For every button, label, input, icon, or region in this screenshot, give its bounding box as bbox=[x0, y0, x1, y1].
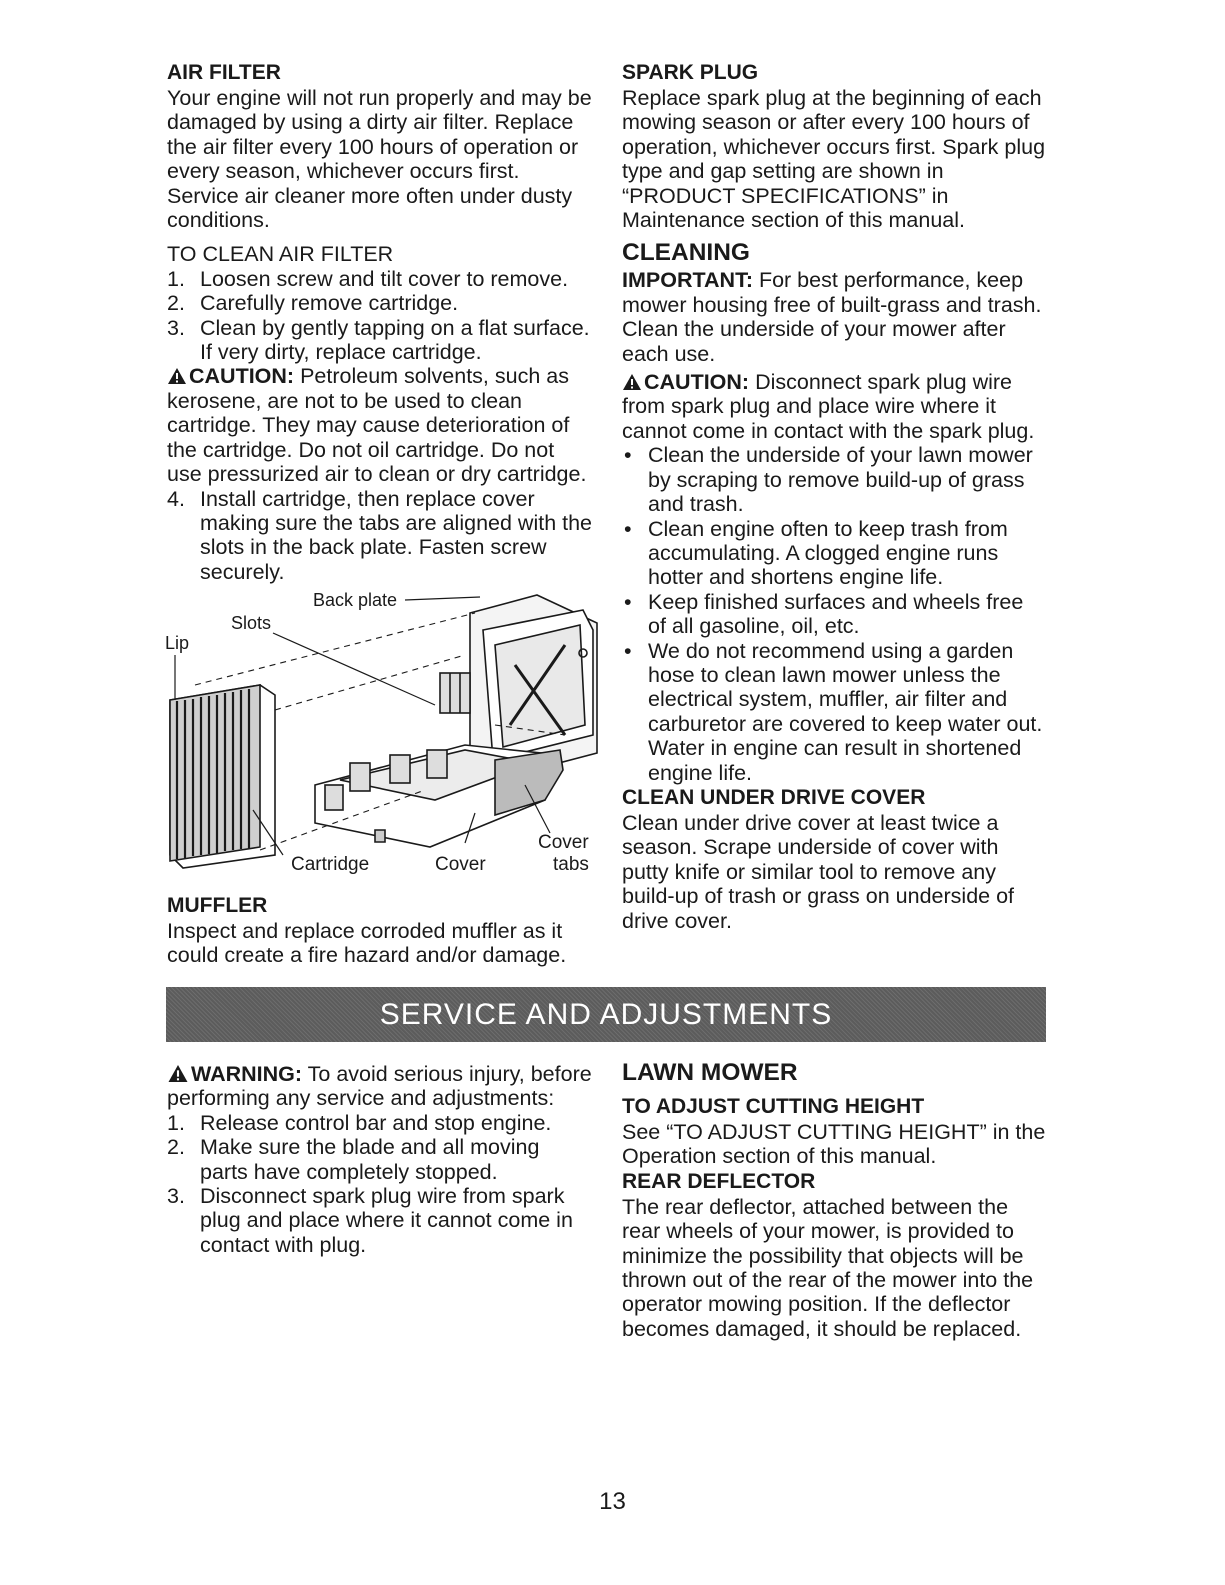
bullet-item bbox=[622, 517, 1047, 590]
bullet-dot-icon: • bbox=[624, 443, 632, 468]
caution-paragraph bbox=[167, 364, 592, 486]
warning-text: To avoid serious injury, before performing any service and adjustments: bbox=[167, 1062, 592, 1111]
step-number: 3. bbox=[167, 315, 185, 340]
spark-plug-text: Replace spark plug at the beginning of each mowing season or after every 100 hours of operation, whichever occurs first. Spark plug type and gap setting are shown in “PRODUCT SPECIFICATIONS” in Maintenance section of this manual. bbox=[622, 86, 1046, 233]
bullet-item bbox=[622, 639, 1047, 785]
label-cover: Cover bbox=[435, 854, 486, 875]
to-clean-heading: TO CLEAN AIR FILTER bbox=[167, 242, 394, 267]
caution-text: Disconnect spark plug wire from spark plug and place wire where it cannot come in contact with the spark plug. bbox=[622, 370, 1035, 443]
important-paragraph bbox=[622, 268, 1047, 366]
step-item bbox=[167, 1111, 592, 1135]
spark-plug-heading: SPARK PLUG bbox=[622, 61, 759, 84]
bullet-dot-icon: • bbox=[624, 589, 632, 614]
air-filter-diagram bbox=[165, 585, 605, 885]
step-number: 3. bbox=[167, 1184, 185, 1209]
caution-label: CAUTION: bbox=[189, 364, 295, 389]
section-banner bbox=[166, 987, 1046, 1042]
air-filter-heading: AIR FILTER bbox=[167, 61, 281, 84]
drive-cover-heading: CLEAN UNDER DRIVE COVER bbox=[622, 785, 926, 809]
important-label: IMPORTANT: bbox=[622, 268, 753, 293]
step-item bbox=[167, 267, 592, 291]
step-text: Make sure the blade and all moving parts have completely stopped. bbox=[200, 1135, 540, 1184]
caution-text: Petroleum solvents, such as kerosene, are not to be used to clean cartridge. They may cause deterioration of the cartridge. Do not oil cartridge. Do not use pressurized air to clean or dry cartridge. bbox=[167, 364, 587, 487]
rear-deflector-heading: REAR DEFLECTOR bbox=[622, 1169, 816, 1193]
step-text: Disconnect spark plug wire from spark plug and place where it cannot come in contact with plug. bbox=[200, 1184, 573, 1257]
step-number: 1. bbox=[167, 1110, 185, 1135]
bullet-item bbox=[622, 443, 1047, 516]
step-text: Carefully remove cartridge. bbox=[200, 291, 459, 316]
rear-deflector-text: The rear deflector, attached between the rear wheels of your mower, is provided to minimize the possibility that objects will be thrown out of the rear of the mower into the operator mowing position. If the deflector becomes damaged, it should be replaced. bbox=[622, 1194, 1034, 1341]
cartridge-shape bbox=[170, 685, 275, 868]
step-text: Install cartridge, then replace cover making sure the tabs are aligned with the slots in the back plate. Fasten screw securely. bbox=[200, 486, 593, 584]
left-bottom-column bbox=[167, 1062, 592, 1257]
step-number: 2. bbox=[167, 291, 185, 316]
warning-paragraph bbox=[167, 1062, 592, 1111]
step-text: Loosen screw and tilt cover to remove. bbox=[200, 266, 569, 291]
step-text: Clean by gently tapping on a flat surface. If very dirty, replace cartridge. bbox=[200, 315, 590, 365]
important-text: For best performance, keep mower housing free of built-grass and trash. Clean the underside of your mower after each use. bbox=[622, 268, 1042, 366]
warning-steps-list bbox=[167, 1111, 592, 1257]
warning-triangle-icon bbox=[167, 1064, 189, 1083]
step-item bbox=[167, 316, 592, 365]
bullet-text: We do not recommend using a garden hose to clean lawn mower unless the electrical system, muffler, air filter and carburetor are covered to keep water out. Water in engine can result in shortened engine life. bbox=[648, 638, 1043, 785]
warning-triangle-icon bbox=[622, 373, 642, 391]
bullet-item bbox=[622, 590, 1047, 639]
cutting-height-heading: TO ADJUST CUTTING HEIGHT bbox=[622, 1095, 925, 1118]
right-bottom-column bbox=[622, 1058, 1047, 1341]
step-number: 1. bbox=[167, 266, 185, 291]
warning-triangle-icon bbox=[167, 367, 187, 385]
bullet-text: Clean the underside of your lawn mower by scraping to remove build-up of grass and trash. bbox=[648, 443, 1033, 517]
bullet-text: Clean engine often to keep trash from accumulating. A clogged engine runs hotter and shortens engine life. bbox=[648, 516, 1008, 590]
page-number: 13 bbox=[599, 1488, 626, 1515]
lawn-mower-heading: LAWN MOWER bbox=[622, 1059, 798, 1086]
label-back-plate: Back plate bbox=[313, 590, 398, 610]
muffler-section bbox=[167, 893, 592, 968]
right-top-column bbox=[622, 60, 1047, 933]
label-lip: Lip bbox=[165, 633, 190, 653]
label-slots: Slots bbox=[231, 613, 272, 633]
caution-label: CAUTION: bbox=[644, 370, 750, 395]
step-text: Release control bar and stop engine. bbox=[200, 1110, 552, 1135]
air-filter-intro: Your engine will not run properly and may be damaged by using a dirty air filter. Replace the air filter every 100 hours of operation or every season, whichever occurs first. Service air cleaner more often under dusty conditions. bbox=[167, 86, 592, 233]
step-item bbox=[167, 1135, 592, 1184]
cleaning-heading: CLEANING bbox=[622, 239, 750, 267]
cleaning-caution-paragraph bbox=[622, 370, 1047, 443]
cover-shape bbox=[315, 745, 563, 847]
label-cover-tabs-1: Cover bbox=[538, 832, 589, 853]
bullet-text: Keep finished surfaces and wheels free of all gasoline, oil, etc. bbox=[648, 589, 1024, 639]
bullet-dot-icon: • bbox=[624, 638, 632, 663]
bullet-dot-icon: • bbox=[624, 516, 632, 541]
step-item bbox=[167, 291, 592, 315]
step-item bbox=[167, 1184, 592, 1257]
banner-title: SERVICE AND ADJUSTMENTS bbox=[379, 997, 833, 1031]
clean-steps-list bbox=[167, 267, 592, 365]
label-cartridge: Cartridge bbox=[291, 854, 370, 875]
muffler-heading: MUFFLER bbox=[167, 894, 268, 917]
step-number: 4. bbox=[167, 486, 185, 511]
left-top-column bbox=[167, 60, 592, 584]
cleaning-bullets bbox=[622, 443, 1047, 785]
label-cover-tabs-2: tabs bbox=[553, 854, 589, 875]
step-number: 2. bbox=[167, 1135, 185, 1160]
warning-label: WARNING: bbox=[191, 1062, 303, 1086]
muffler-text: Inspect and replace corroded muffler as it could create a fire hazard and/or damage. bbox=[167, 919, 567, 968]
drive-cover-text: Clean under drive cover at least twice a season. Scrape underside of cover with putty knife or similar tool to remove any build-up of trash or grass on underside of drive cover. bbox=[622, 810, 1015, 933]
cutting-height-text: See “TO ADJUST CUTTING HEIGHT” in the Operation section of this manual. bbox=[622, 1120, 1046, 1169]
step-4 bbox=[167, 487, 592, 585]
